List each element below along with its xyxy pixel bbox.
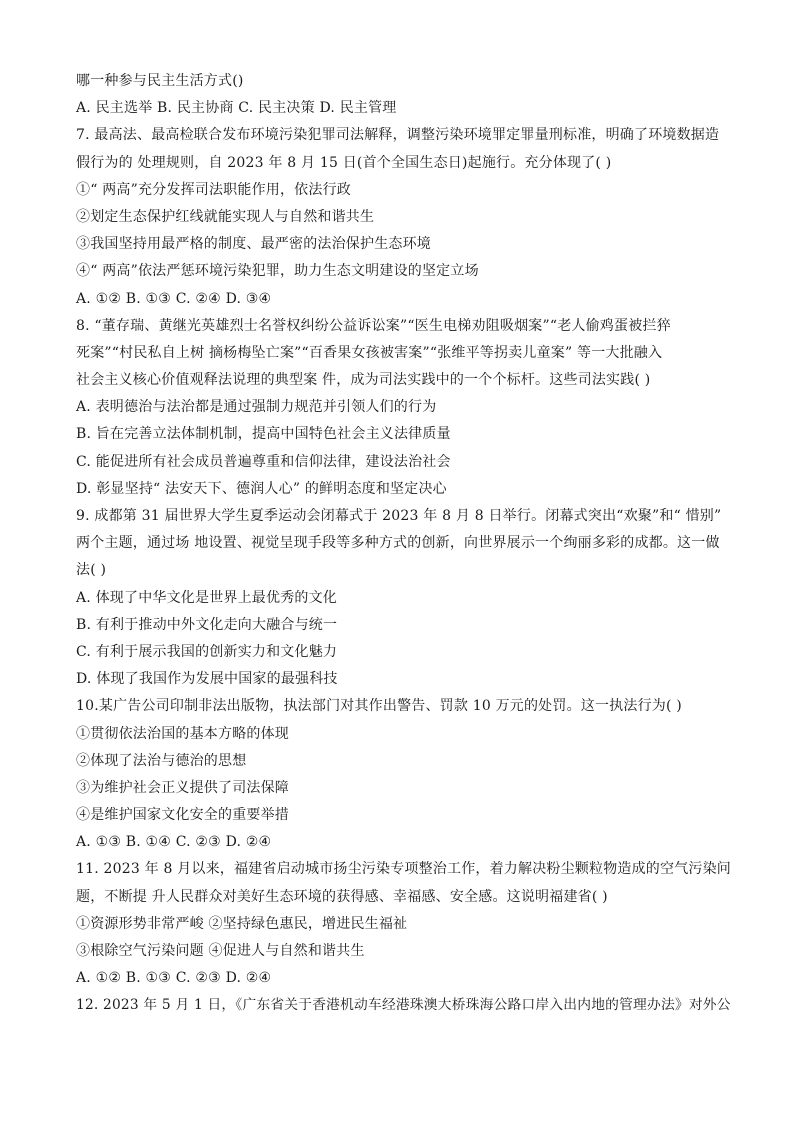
answer-option: A. 表明德治与法治都是通过强制力规范并引领人们的行为 [76,399,437,416]
answer-options: A. ①② B. ①③ C. ②③ D. ②④ [76,970,272,987]
answer-option: A. 体现了中华文化是世界上最优秀的文化 [76,589,338,606]
question-stem: 7. 最高法、最高检联合发布环境污染犯罪司法解释，调整污染环境罪定罪量刑标准，明确了环境数据造 [76,127,720,144]
document-page [76,68,736,1020]
statement-item: ③根除空气污染问题 ④促进人与自然和谐共生 [76,943,365,959]
question-stem: 死案”“村民私自上树 摘杨梅坠亡案”“百香果女孩被害案”“张维平等拐卖儿童案” 等一大批融入 [76,344,663,361]
question-stem: 12. 2023 年 5 月 1 日，《广东省关于香港机动车经港珠澳大桥珠海公路口岸入出内地的管理办法》对外公 [76,997,731,1014]
answer-option: D. 彰显坚持“ 法安天下、德润人心” 的鲜明态度和坚定决心 [76,480,447,497]
question-stem: 11. 2023 年 8 月以来，福建省启动城市扬尘污染专项整治工作，着力解决粉尘颗粒物造成的空气污染问 [76,861,731,878]
answer-options: A. ①③ B. ①④ C. ②③ D. ②④ [76,834,272,851]
statement-item: ①“ 两高”充分发挥司法职能作用，依法行政 [76,181,351,198]
statement-item: ③为维护社会正义提供了司法保障 [76,779,289,796]
question-stem: 8. “董存瑞、黄继光英雄烈士名誉权纠纷公益诉讼案”“医生电梯劝阻吸烟案”“老人偷鸡蛋被拦猝 [76,317,671,334]
question-stem: 10.某广告公司印制非法出版物，执法部门对其作出警告、罚款 10 万元的处罚。这一执法行为( ) [76,698,682,715]
answer-options: A. 民主选举 B. 民主协商 C. 民主决策 D. 民主管理 [76,100,397,117]
question-stem: 假行为的 处理规则，自 2023 年 8 月 15 日(首个全国生态日)起施行。充分体现了( ) [76,154,612,171]
question-stem: 题，不断提 升人民群众对美好生态环境的获得感、幸福感、安全感。这说明福建省( ) [76,888,608,905]
question-stem: 法( ) [76,562,107,579]
question-stem: 两个主题，通过场 地设置、视觉呈现手段等多种方式的创新，向世界展示一个绚丽多彩的成都。这一做 [76,535,720,552]
answer-option: B. 有利于推动中外文化走向大融合与统一 [76,616,338,633]
answer-option: B. 旨在完善立法体制机制，提高中国特色社会主义法律质量 [76,426,451,443]
question-stem: 社会主义核心价值观释法说理的典型案 件，成为司法实践中的一个个标杆。这些司法实践( ) [76,372,651,389]
text-line: 哪一种参与民主生活方式() [76,73,244,89]
statement-item: ②划定生态保护红线就能实现人与自然和谐共生 [76,208,375,225]
statement-item: ①贯彻依法治国的基本方略的体现 [76,725,289,742]
question-stem: 9. 成都第 31 届世界大学生夏季运动会闭幕式于 2023 年 8 月 8 日举行。闭幕式突出“欢聚”和“ 惜别” [76,508,722,524]
answer-option: C. 有利于展示我国的创新实力和文化魅力 [76,643,338,660]
statement-item: ④“ 两高”依法严惩环境污染犯罪，助力生态文明建设的坚定立场 [76,263,479,280]
statement-item: ④是维护国家文化安全的重要举措 [76,807,289,824]
statement-item: ①资源形势非常严峻 ②坚持绿色惠民，增进民生福祉 [76,915,408,932]
statement-item: ③我国坚持用最严格的制度、最严密的法治保护生态环境 [76,236,431,253]
answer-options: A. ①② B. ①③ C. ②④ D. ③④ [76,290,272,307]
answer-option: C. 能促进所有社会成员普遍尊重和信仰法律，建设法治社会 [76,453,451,470]
answer-option: D. 体现了我国作为发展中国家的最强科技 [76,671,338,688]
statement-item: ②体现了法治与德治的思想 [76,752,247,769]
